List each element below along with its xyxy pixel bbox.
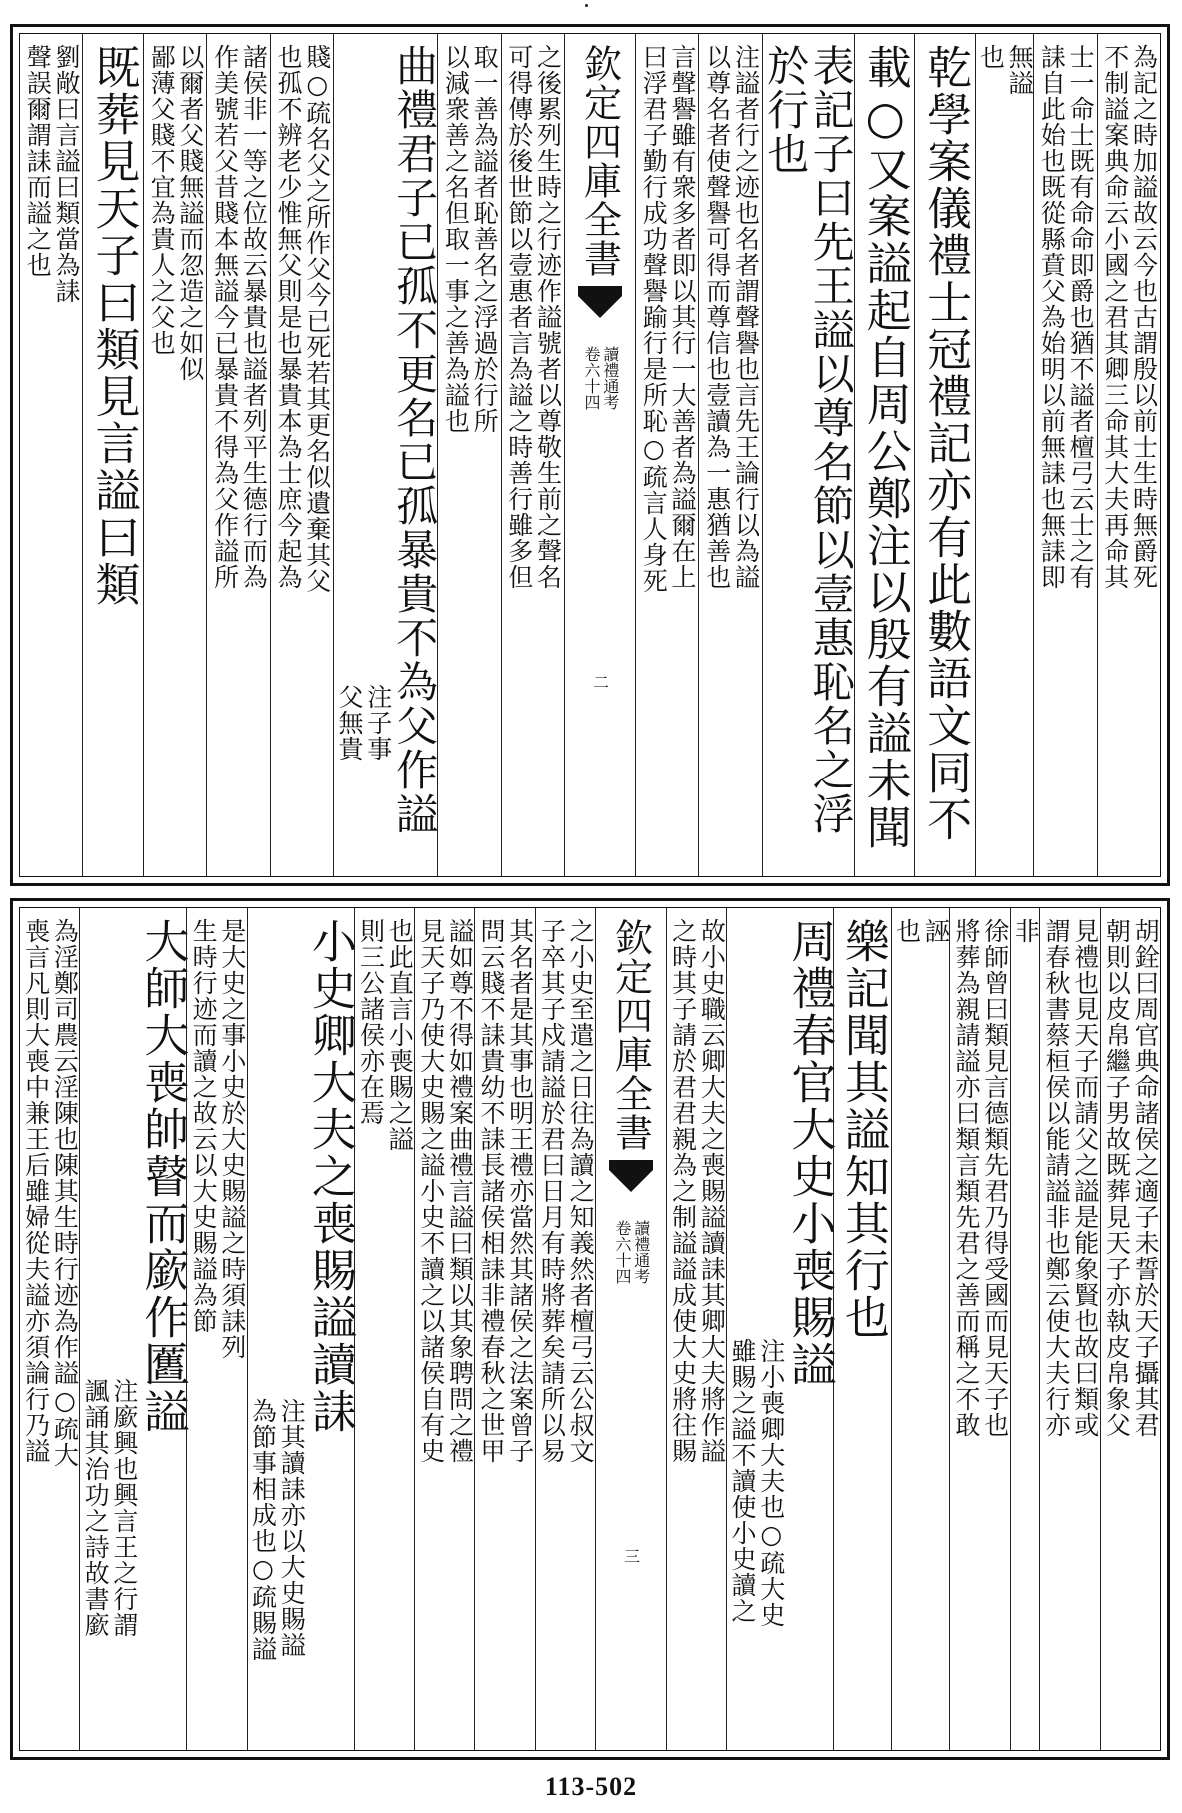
text-column xyxy=(474,908,534,1750)
annotation-line: 士一命士既有命命即爵也猶不謚者檀弓云士之有 xyxy=(1066,44,1096,590)
annotation-line: 故小史職云卿大夫之喪賜謚讀誄其卿大夫將作謚 xyxy=(697,918,727,1464)
page-number: 113-502 xyxy=(544,1772,638,1801)
annotation-line: 聲誤爾謂誄而謚之也 xyxy=(23,44,53,278)
folio-number: 二 xyxy=(590,674,610,690)
annotation-line: 也 xyxy=(892,918,922,944)
main-text-line: 樂記聞其謚知其行也 xyxy=(836,918,890,1341)
text-column xyxy=(1097,34,1160,876)
annotation-line: 鄙薄父賤不宜為貴人之父也 xyxy=(147,44,177,356)
annotation-line: 為淫鄭司農云淫陳也陳其生時行迹為作謚○疏大 xyxy=(50,918,80,1468)
annotation-line: 喪言凡則大喪中兼王后雖婦從夫謚亦須論行乃謚 xyxy=(21,918,51,1464)
banxin-book: 讀禮通考 xyxy=(600,346,620,410)
annotation-line: 可得傳於後世節以壹惠者言為謚之時善行雖多但 xyxy=(504,44,534,590)
main-text-line: 表記子曰先王謚以尊名節以壹惠恥名之浮於行也 xyxy=(761,44,856,836)
text-column xyxy=(1100,908,1160,1750)
annotation-line: 問云賤不誄貴幼不誄長諸侯相誄非禮春秋之世甲 xyxy=(477,918,507,1464)
annotation-line: 以減衆善之名但取一事之善為謚也 xyxy=(441,44,471,434)
annotation-line: 誄自此始也既從縣賁父為始明以前無誄也無誄即 xyxy=(1037,44,1067,590)
annotation-line: 注其讀誄亦以大史賜謚 xyxy=(277,1398,307,1658)
banxin-volume xyxy=(613,1220,649,1284)
text-column xyxy=(206,34,269,876)
banxin-title: 欽定四庫全書 xyxy=(608,918,653,1152)
main-text-line: 既葬見天子曰類見言謚曰類 xyxy=(87,44,141,608)
annotation-line: 不制謚案典命云小國之君其卿三命其大夫再命其 xyxy=(1100,44,1130,590)
annotation-line: 謂春秋書蔡桓侯以能請謚非也鄭云使大夫行亦 xyxy=(1042,918,1072,1438)
annotation-line: 為節事相成也○疏賜謚 xyxy=(248,1398,278,1662)
text-column xyxy=(79,908,190,1750)
annotation-line: 將葬為親請謚亦曰類言類先君之善而稱之不敢 xyxy=(952,918,981,1438)
annotation-line: 也 xyxy=(976,44,1006,70)
text-column xyxy=(914,34,974,876)
annotation-line: 見禮也見天子而請父之謚是能象賢也故曰類或 xyxy=(1070,918,1100,1438)
fish-tail-mark xyxy=(609,1160,653,1196)
annotation-line: 謚如尊不得如禮案曲禮言謚曰類以其象聘問之禮 xyxy=(445,918,475,1464)
banxin-juan: 卷六十四 xyxy=(582,346,602,410)
banxin-juan: 卷六十四 xyxy=(613,1220,632,1284)
text-column xyxy=(414,908,474,1750)
top-leaf xyxy=(10,24,1170,886)
text-column xyxy=(1033,34,1096,876)
text-column xyxy=(635,34,698,876)
annotation-line: 之時其子請於君君親為之制謚謚成使大史將往賜 xyxy=(668,918,698,1464)
text-column xyxy=(1039,908,1099,1750)
annotation-line: 諷誦其治功之詩故書廞 xyxy=(81,1378,111,1638)
banxin-title: 欽定四庫全書 xyxy=(577,44,622,278)
text-column xyxy=(20,34,82,876)
annotation-line: 也此直言小喪賜之謚 xyxy=(385,918,415,1152)
annotation-line: 徐師曾曰類見言德類先君乃得受國而見天子也 xyxy=(980,918,1010,1438)
text-column xyxy=(535,908,595,1750)
annotation-line: 也孤不辨老少惟無父則是也暴貴本為士庶今起為 xyxy=(274,44,304,590)
annotation-line: 子卒其子戍請謚於君曰日月有時將葬矣請所以易 xyxy=(537,918,567,1464)
annotation-line: 以尊名者使聲譽可得而尊信也壹讀為一惠猶善也 xyxy=(702,44,732,590)
main-text-line: 小史卿大夫之喪賜謚讀誄 xyxy=(303,918,357,1435)
banxin-center-column xyxy=(564,34,635,876)
annotation-line: 注子事 xyxy=(363,684,393,762)
annotation-line: 取一善為謚者恥善名之浮過於行所 xyxy=(470,44,500,434)
annotation-line: 為記之時加謚故云今也古謂殷以前士生時無爵死 xyxy=(1129,44,1159,590)
text-column xyxy=(501,34,564,876)
main-text-line: 周禮春官大史小喪賜謚 xyxy=(783,918,837,1388)
annotation-line: 之小史至遣之日往為讀之知義然者檀弓云公叔文 xyxy=(566,918,596,1464)
text-column xyxy=(437,34,500,876)
annotation-line: 是大史之事小史於大史賜謚之時須誄列 xyxy=(217,918,247,1360)
text-column xyxy=(698,34,761,876)
text-column xyxy=(270,34,333,876)
annotation-line: 注謚者行之迹也名者謂聲譽也言先王論行以為謚 xyxy=(731,44,761,590)
bottom-leaf-frame xyxy=(19,907,1161,1751)
text-column xyxy=(247,908,357,1750)
main-text-line: 大師大喪帥瞽而廞作匶謚 xyxy=(136,918,190,1435)
annotation-line: 非 xyxy=(1011,918,1041,944)
text-column xyxy=(666,908,726,1750)
annotation-line: 無謚 xyxy=(1005,44,1035,96)
annotation-line: 則三公諸侯亦在焉 xyxy=(356,918,386,1126)
banxin-book: 讀禮通考 xyxy=(631,1220,651,1284)
text-column xyxy=(82,34,142,876)
annotation-line: 見天子乃使大史賜之謚小史不讀之以諸侯自有史 xyxy=(416,918,446,1464)
annotation-line: 言聲譽雖有衆多者即以其行一大善者為謚爾在上 xyxy=(668,44,697,590)
speck xyxy=(585,4,588,7)
main-text-line: 乾學案儀禮士冠禮記亦有此數語文同不 xyxy=(919,44,973,843)
text-column xyxy=(949,908,1009,1750)
text-column xyxy=(726,908,837,1750)
folio-number: 三 xyxy=(621,1548,641,1564)
text-column xyxy=(762,34,854,876)
text-column xyxy=(891,908,950,1750)
bottom-leaf xyxy=(10,898,1170,1760)
annotation-line: 之後累列生時之行迹作謚號者以尊敬生前之聲名 xyxy=(533,44,563,590)
top-leaf-frame xyxy=(19,33,1161,877)
annotation-line: 作美號若父昔賤本無謚今已暴貴不得為父作謚所 xyxy=(210,44,240,590)
annotation-line: 父無貴 xyxy=(335,684,365,762)
annotation-line: 朝則以皮帛繼子男故既葬見天子亦執皮帛象父 xyxy=(1102,918,1132,1438)
fish-tail-mark xyxy=(578,286,622,322)
annotation-line: 賤○疏名父之所作父今已死若其更名似遺棄其父 xyxy=(302,44,332,594)
text-column xyxy=(143,34,206,876)
banxin-volume xyxy=(582,346,618,410)
text-column xyxy=(1010,908,1040,1750)
main-text-line: 曲禮君子已孤不更名已孤暴貴不為父作謚 xyxy=(390,44,440,836)
text-column xyxy=(354,908,414,1750)
text-column xyxy=(20,908,79,1750)
annotation-line: 其名者是其事也明王禮亦當然其諸侯之法案曾子 xyxy=(505,918,535,1464)
annotation-line: 注廞興也興言王之行謂 xyxy=(109,1378,139,1638)
annotation-line: 雖賜之謚不讀使小史讀之 xyxy=(728,1338,758,1624)
annotation-line: 胡銓曰周官典命諸侯之適子未誓於天子攝其君 xyxy=(1131,918,1161,1438)
text-column xyxy=(975,34,1034,876)
annotation-line: 誣 xyxy=(921,918,951,944)
annotation-line: 生時行迹而讀之故云以大史賜謚為節 xyxy=(189,918,219,1334)
bottom-columns xyxy=(20,908,1160,1750)
text-column xyxy=(186,908,246,1750)
text-column xyxy=(833,908,890,1750)
text-column xyxy=(333,34,440,876)
banxin-center-column xyxy=(595,908,666,1750)
main-text-line: 載○又案謚起自周公鄭注以殷有謚未聞 xyxy=(858,44,912,851)
annotation-line: 劉敞曰言謚曰類當為誄 xyxy=(51,44,81,304)
annotation-line: 注小喪卿大夫也○疏大史 xyxy=(756,1338,786,1628)
annotation-line: 曰浮君子勤行成功聲譽踰行是所恥○疏言人身死 xyxy=(639,44,669,594)
top-columns xyxy=(20,34,1160,876)
text-column xyxy=(854,34,914,876)
annotation-line: 以爾者父賤無謚而忽造之如似 xyxy=(175,44,205,382)
annotation-line: 諸侯非一等之位故云暴貴也謚者列平生德行而為 xyxy=(239,44,269,590)
